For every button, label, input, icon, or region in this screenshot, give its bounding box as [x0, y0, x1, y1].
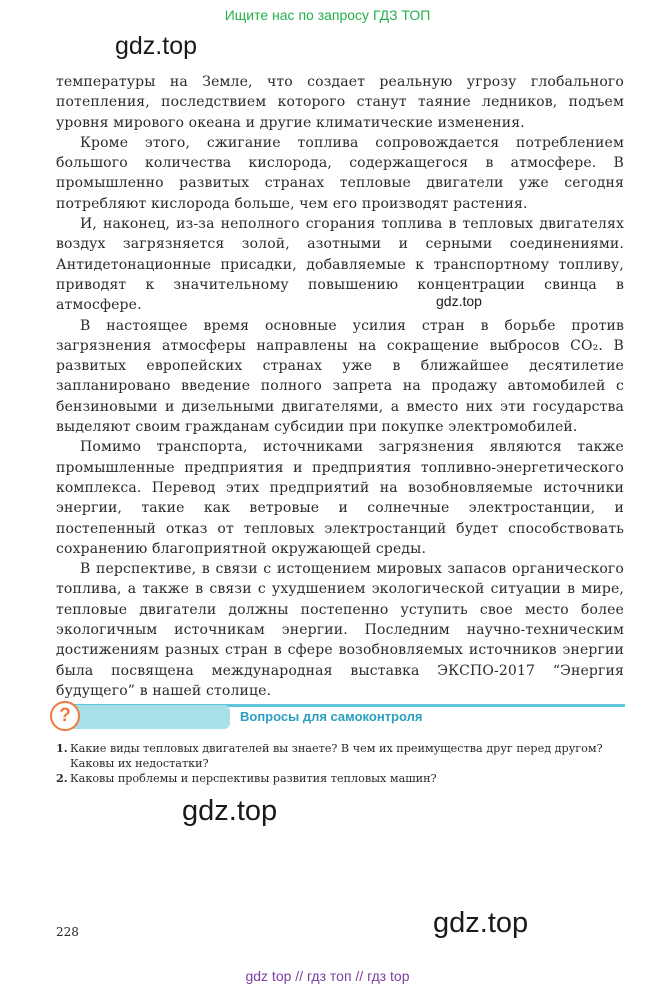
- question-mark-icon: ?: [50, 701, 80, 731]
- question-number: 2.: [56, 771, 68, 786]
- footer-links[interactable]: gdz top // гдз топ // гдз top: [245, 968, 410, 984]
- question-number: 1.: [56, 741, 68, 755]
- main-text: [56, 72, 624, 701]
- watermark: gdz.top: [433, 907, 529, 939]
- paragraph: И, наконец, из-за неполного сгорания топлива в тепловых двигателях воздух загрязняется золой, азотными и серными соединениями. Антидетонационные присадки, добавляемые к транспортному топливу, приводят к значительному повышению концентрации свинца в атмосфере.: [56, 216, 624, 314]
- question-text: Каковы проблемы и перспективы развития тепловых машин?: [70, 772, 437, 786]
- question-text: Какие виды тепловых двигателей вы знаете? В чем их преимущества друг перед другом? Каковы их недостатки?: [70, 742, 603, 771]
- question-list: [56, 741, 624, 787]
- question-item: [56, 771, 624, 786]
- watermark: gdz.top: [115, 32, 198, 60]
- watermark: gdz.top: [182, 795, 278, 827]
- paragraph: Кроме этого, сжигание топлива сопровождается потреблением большого количества кислорода, содержащегося в атмосфере. В промышленно развитых странах тепловые двигатели уже сегодня потребляют кислорода больше, чем его производят растения.: [56, 134, 624, 212]
- paragraph: В настоящее время основные усилия стран в борьбе против загрязнения атмосферы направлены на сокращение выбросов CO₂. В развитых европейских странах уже в ближайшее десятилетие запланировано введение полного запрета на продажу автомобилей с бензиновыми и дизельными двигателями, а вместо них эти государства выделяют своим гражданам субсидии при покупке электромобилей.: [56, 317, 624, 436]
- page-number: 228: [56, 925, 79, 939]
- paragraph: Помимо транспорта, источниками загрязнения являются также промышленные предприятия и предприятия топливно-энергетического комплекса. Перевод этих предприятий на возобновляемые источники энергии, такие как ветровые и солнечные электростанции, и постепенный отказ от тепловых электростанций будет способствовать сохранению благоприятной окружающей среды.: [56, 439, 624, 557]
- watermark: gdz.top: [436, 293, 482, 309]
- self-check-header: [50, 701, 625, 733]
- section-title: Вопросы для самоконтроля: [240, 709, 423, 724]
- question-item: [56, 741, 624, 771]
- header-tab: [70, 705, 230, 729]
- paragraph: температуры на Земле, что создает реальную угрозу глобального потепления, последствием которого станут таяние ледников, подъем уровня мирового океана и другие климатические изменения.: [56, 74, 624, 131]
- paragraph: В перспективе, в связи с истощением мировых запасов органического топлива, а также в связи с ухудшением экологической ситуации в мире, тепловые двигатели должны постепенно уступить свое место более экологичным источникам энергии. Последним научно-техническим достижениям разных стран в сфере возобновляемых источников энергии была посвящена международная выставка ЭКСПО-2017 “Энергия будущего” в нашей столице.: [56, 561, 624, 699]
- top-banner-link[interactable]: Ищите нас по запросу ГДЗ ТОП: [224, 7, 431, 23]
